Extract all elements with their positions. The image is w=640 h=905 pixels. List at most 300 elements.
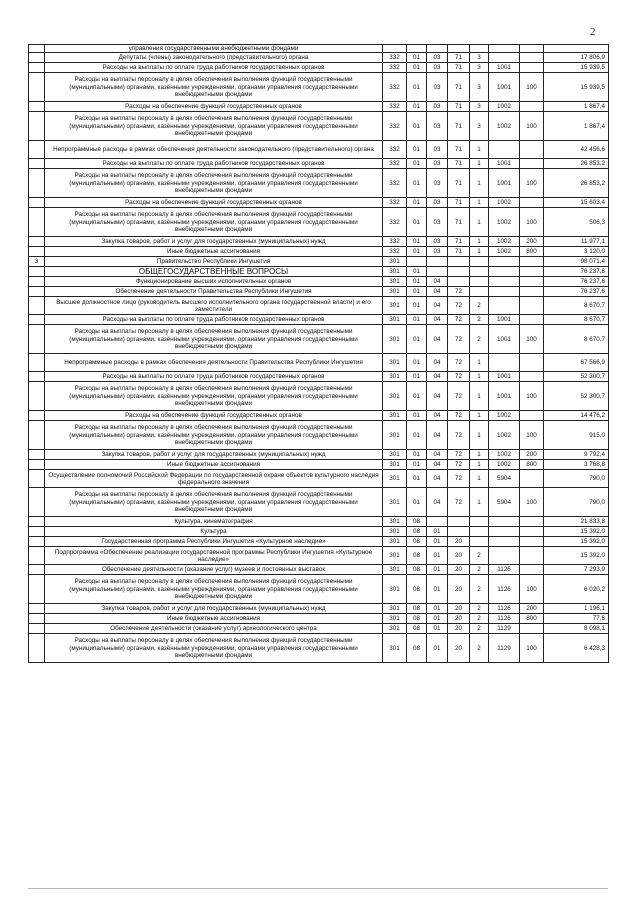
section-code: 01 [407, 354, 427, 372]
item-name: Функционирование высших исполнительных органов [45, 277, 383, 287]
amount: 6 428,3 [544, 634, 609, 663]
subsection-code: 03 [427, 198, 448, 208]
article-code [489, 257, 520, 267]
subprogram-code: 3 [470, 53, 489, 63]
amount: 15 603,4 [544, 198, 609, 208]
table-row [29, 575, 609, 604]
article-code [489, 354, 520, 372]
ministry-code: 301 [383, 372, 407, 382]
row-number [29, 63, 45, 73]
expense-type-code [520, 527, 544, 537]
subprogram-code: 2 [470, 325, 489, 354]
expense-type-code [520, 141, 544, 159]
row-number [29, 297, 45, 315]
article-code [489, 517, 520, 527]
item-name: Иные бюджетные ассигнования [45, 614, 383, 624]
subprogram-code: 1 [470, 450, 489, 460]
section-code: 08 [407, 547, 427, 565]
amount: 77,6 [544, 614, 609, 624]
table-row [29, 614, 609, 624]
item-name: Культура, кинематография [45, 517, 383, 527]
subsection-code [427, 517, 448, 527]
table-row [29, 287, 609, 297]
table-row [29, 325, 609, 354]
table-row [29, 421, 609, 450]
expense-type-code: 800 [520, 247, 544, 257]
expense-type-code [520, 159, 544, 169]
subprogram-code [470, 257, 489, 267]
section-code: 08 [407, 624, 427, 634]
subprogram-code: 1 [470, 247, 489, 257]
ministry-code: 301 [383, 460, 407, 470]
ministry-code: 301 [383, 382, 407, 411]
program-code: 72 [448, 287, 470, 297]
program-code: 71 [448, 159, 470, 169]
article-code: 1002 [489, 112, 520, 141]
subsection-code: 04 [427, 277, 448, 287]
section-code: 08 [407, 604, 427, 614]
article-code [489, 267, 520, 277]
ministry-code: 332 [383, 159, 407, 169]
article-code [489, 547, 520, 565]
program-code [448, 257, 470, 267]
row-number [29, 237, 45, 247]
ministry-code: 301 [383, 547, 407, 565]
section-code: 01 [407, 63, 427, 73]
subsection-code: 01 [427, 614, 448, 624]
expense-type-code [520, 537, 544, 547]
article-code: 1001 [489, 315, 520, 325]
item-name: Иные бюджетные ассигнования [45, 460, 383, 470]
program-code: 71 [448, 141, 470, 159]
subsection-code: 03 [427, 63, 448, 73]
expense-type-code [520, 277, 544, 287]
article-code: 1002 [489, 198, 520, 208]
subsection-code: 03 [427, 159, 448, 169]
amount: 1 196,1 [544, 604, 609, 614]
section-code: 01 [407, 73, 427, 102]
section-code: 01 [407, 297, 427, 315]
article-code: 1001 [489, 382, 520, 411]
budget-table [28, 44, 609, 663]
article-code: 5904 [489, 470, 520, 488]
expense-type-code: 100 [520, 488, 544, 517]
section-code: 01 [407, 325, 427, 354]
item-name: Депутаты (члены) законодательного (представительного) органа [45, 53, 383, 63]
expense-type-code [520, 470, 544, 488]
subprogram-code: 1 [470, 141, 489, 159]
row-number [29, 411, 45, 421]
ministry-code: 301 [383, 257, 407, 267]
section-code: 08 [407, 575, 427, 604]
subprogram-code: 1 [470, 237, 489, 247]
row-number [29, 634, 45, 663]
section-code: 01 [407, 141, 427, 159]
table-row [29, 267, 609, 277]
row-number [29, 537, 45, 547]
row-number [29, 372, 45, 382]
article-code: 1001 [489, 159, 520, 169]
row-number [29, 382, 45, 411]
section-code: 08 [407, 537, 427, 547]
article-code: 1001 [489, 63, 520, 73]
amount: 1 867,4 [544, 102, 609, 112]
expense-type-code: 100 [520, 73, 544, 102]
item-name: Подпрограмма «Обеспечение реализации государственной программы Республики Ингушетия «Культурное наследие» [45, 547, 383, 565]
row-number [29, 287, 45, 297]
ministry-code: 301 [383, 421, 407, 450]
program-code: 71 [448, 237, 470, 247]
table-row [29, 112, 609, 141]
row-number [29, 470, 45, 488]
amount: 9 792,4 [544, 450, 609, 460]
item-name: Государственная программа Республики Ингушетия «Культурное наследие» [45, 537, 383, 547]
subprogram-code: 1 [470, 208, 489, 237]
program-code: 72 [448, 297, 470, 315]
amount: 15 392,0 [544, 547, 609, 565]
amount: 26 853,2 [544, 169, 609, 198]
ministry-code: 301 [383, 354, 407, 372]
row-number [29, 575, 45, 604]
item-name: Расходы на выплаты по оплате труда работников государственных органов [45, 159, 383, 169]
program-code: 71 [448, 169, 470, 198]
amount [544, 45, 609, 53]
row-number [29, 315, 45, 325]
ministry-code: 301 [383, 488, 407, 517]
section-code: 01 [407, 421, 427, 450]
article-code [489, 45, 520, 53]
table-row [29, 141, 609, 159]
subprogram-code: 3 [470, 63, 489, 73]
section-code: 01 [407, 372, 427, 382]
amount: 15 392,0 [544, 537, 609, 547]
subsection-code: 04 [427, 488, 448, 517]
table-row [29, 634, 609, 663]
program-code: 20 [448, 575, 470, 604]
row-number [29, 277, 45, 287]
subsection-code: 04 [427, 470, 448, 488]
section-code: 01 [407, 450, 427, 460]
item-name: Обеспечение деятельности (оказание услуг) музеев и постоянных выставок [45, 565, 383, 575]
table-row [29, 460, 609, 470]
item-name: Обеспечение деятельности (оказание услуг) археологического центра [45, 624, 383, 634]
ministry-code: 332 [383, 237, 407, 247]
program-code: 71 [448, 73, 470, 102]
expense-type-code: 200 [520, 237, 544, 247]
section-code: 01 [407, 53, 427, 63]
table-row [29, 537, 609, 547]
table-row [29, 470, 609, 488]
program-code: 72 [448, 421, 470, 450]
section-code: 08 [407, 634, 427, 663]
amount: 52 300,7 [544, 382, 609, 411]
subprogram-code: 2 [470, 624, 489, 634]
ministry-code: 301 [383, 277, 407, 287]
program-code: 72 [448, 460, 470, 470]
expense-type-code: 100 [520, 634, 544, 663]
expense-type-code: 100 [520, 169, 544, 198]
row-number [29, 247, 45, 257]
expense-type-code [520, 624, 544, 634]
section-code: 01 [407, 208, 427, 237]
ministry-code [383, 45, 407, 53]
section-code [407, 45, 427, 53]
item-name: Расходы на выплаты персоналу в целях обеспечения выполнения функций государственными (муниципальными) органами, казёнными учреждениями, органами управления государственными внебюджетными фондами [45, 169, 383, 198]
article-code [489, 277, 520, 287]
item-name: Иные бюджетные ассигнования [45, 247, 383, 257]
subprogram-code: 1 [470, 372, 489, 382]
section-code: 08 [407, 565, 427, 575]
article-code: 1002 [489, 411, 520, 421]
table-row [29, 277, 609, 287]
amount: 67 566,9 [544, 354, 609, 372]
program-code: 72 [448, 372, 470, 382]
table-row [29, 63, 609, 73]
row-number [29, 325, 45, 354]
amount: 8 670,7 [544, 297, 609, 315]
section-code: 01 [407, 102, 427, 112]
program-code: 72 [448, 411, 470, 421]
table-row [29, 604, 609, 614]
program-code: 71 [448, 247, 470, 257]
subprogram-code: 3 [470, 102, 489, 112]
article-code: 1002 [489, 450, 520, 460]
item-name: Осуществление полномочий Российской Федерации по государственной охране объектов культурного наследия федерального значения [45, 470, 383, 488]
row-number [29, 159, 45, 169]
program-code: 71 [448, 198, 470, 208]
subprogram-code: 1 [470, 421, 489, 450]
ministry-code: 301 [383, 624, 407, 634]
subsection-code: 03 [427, 237, 448, 247]
item-name: Расходы на выплаты персоналу в целях обеспечения выполнения функций государственными (муниципальными) органами, казёнными учреждениями, органами управления государственными внебюджетными фондами [45, 382, 383, 411]
program-code: 72 [448, 354, 470, 372]
row-number [29, 45, 45, 53]
program-code: 20 [448, 624, 470, 634]
item-name: Правительство Республики Ингушетия [45, 257, 383, 267]
section-code: 08 [407, 527, 427, 537]
amount: 17 806,9 [544, 53, 609, 63]
expense-type-code: 100 [520, 575, 544, 604]
article-code: 1001 [489, 73, 520, 102]
subsection-code: 03 [427, 169, 448, 198]
table-row [29, 247, 609, 257]
subsection-code: 03 [427, 247, 448, 257]
amount: 790,0 [544, 488, 609, 517]
expense-type-code: 100 [520, 112, 544, 141]
subprogram-code [470, 277, 489, 287]
row-number [29, 565, 45, 575]
page-number: 2 [590, 26, 596, 38]
program-code: 20 [448, 537, 470, 547]
section-code: 01 [407, 237, 427, 247]
program-code: 71 [448, 102, 470, 112]
program-code: 72 [448, 315, 470, 325]
table-row [29, 488, 609, 517]
subsection-code: 04 [427, 460, 448, 470]
item-name: Закупка товаров, работ и услуг для государственных (муниципальных) нужд [45, 604, 383, 614]
ministry-code: 301 [383, 325, 407, 354]
expense-type-code [520, 45, 544, 53]
section-code: 08 [407, 614, 427, 624]
item-name: ОБЩЕГОСУДАРСТВЕННЫЕ ВОПРОСЫ [45, 267, 383, 277]
row-number [29, 547, 45, 565]
program-code: 20 [448, 634, 470, 663]
item-name: Расходы на выплаты персоналу в целях обеспечения выполнения функций государственными (муниципальными) органами, казёнными учреждениями, органами управления государственными внебюджетными фондами [45, 634, 383, 663]
subprogram-code [470, 267, 489, 277]
row-number [29, 53, 45, 63]
ministry-code: 301 [383, 565, 407, 575]
subprogram-code: 1 [470, 488, 489, 517]
item-name: Культура [45, 527, 383, 537]
table-row [29, 354, 609, 372]
program-code: 72 [448, 470, 470, 488]
row-number [29, 198, 45, 208]
subprogram-code [470, 45, 489, 53]
item-name: Расходы на выплаты персоналу в целях обеспечения выполнения функций государственными (муниципальными) органами, казёнными учреждениями, органами управления государственными внебюджетными фондами [45, 208, 383, 237]
expense-type-code [520, 267, 544, 277]
expense-type-code [520, 102, 544, 112]
amount: 8 670,7 [544, 315, 609, 325]
program-code: 71 [448, 208, 470, 237]
amount: 15 939,5 [544, 63, 609, 73]
article-code [489, 287, 520, 297]
subsection-code: 01 [427, 527, 448, 537]
table-row [29, 372, 609, 382]
expense-type-code [520, 565, 544, 575]
amount: 8 098,1 [544, 624, 609, 634]
subsection-code: 01 [427, 547, 448, 565]
item-name: Расходы на выплаты персоналу в целях обеспечения выполнения функций государственными (муниципальными) органами, казёнными учреждениями, органами управления государственными внебюджетными фондами [45, 73, 383, 102]
subprogram-code: 2 [470, 315, 489, 325]
subprogram-code: 1 [470, 411, 489, 421]
subprogram-code: 2 [470, 604, 489, 614]
row-number [29, 624, 45, 634]
row-number [29, 267, 45, 277]
article-code [489, 53, 520, 63]
expense-type-code [520, 372, 544, 382]
amount: 11 977,1 [544, 237, 609, 247]
subprogram-code: 1 [470, 198, 489, 208]
ministry-code: 332 [383, 53, 407, 63]
amount: 42 456,6 [544, 141, 609, 159]
program-code [448, 527, 470, 537]
row-number [29, 421, 45, 450]
table-row [29, 565, 609, 575]
amount: 1 867,4 [544, 112, 609, 141]
subsection-code: 04 [427, 297, 448, 315]
ministry-code: 301 [383, 604, 407, 614]
amount: 21 833,8 [544, 517, 609, 527]
subsection-code: 04 [427, 372, 448, 382]
subprogram-code: 3 [470, 112, 489, 141]
item-name: Расходы на обеспечение функций государственных органов [45, 411, 383, 421]
amount: 76 237,6 [544, 277, 609, 287]
expense-type-code: 200 [520, 604, 544, 614]
ministry-code: 301 [383, 537, 407, 547]
row-number [29, 614, 45, 624]
ministry-code: 301 [383, 411, 407, 421]
item-name: Непрограммные расходы в рамках обеспечения деятельности Правительства Республики Ингушетия [45, 354, 383, 372]
program-code: 72 [448, 450, 470, 460]
subsection-code: 04 [427, 411, 448, 421]
article-code [489, 297, 520, 315]
subprogram-code: 2 [470, 614, 489, 624]
article-code: 1126 [489, 604, 520, 614]
expense-type-code: 100 [520, 421, 544, 450]
ministry-code: 301 [383, 315, 407, 325]
program-code [448, 45, 470, 53]
amount: 15 939,5 [544, 73, 609, 102]
table-row [29, 169, 609, 198]
item-name: Расходы на обеспечение функций государственных органов [45, 198, 383, 208]
expense-type-code [520, 53, 544, 63]
amount: 14 476,2 [544, 411, 609, 421]
expense-type-code: 100 [520, 325, 544, 354]
article-code: 1002 [489, 208, 520, 237]
item-name: Расходы на выплаты по оплате труда работников государственных органов [45, 63, 383, 73]
footer-rule [28, 888, 608, 889]
subprogram-code: 1 [470, 354, 489, 372]
subprogram-code: 1 [470, 169, 489, 198]
amount: 7 293,9 [544, 565, 609, 575]
subsection-code: 03 [427, 53, 448, 63]
row-number [29, 488, 45, 517]
ministry-code: 301 [383, 287, 407, 297]
expense-type-code [520, 315, 544, 325]
article-code [489, 527, 520, 537]
row-number [29, 112, 45, 141]
section-code [407, 257, 427, 267]
ministry-code: 332 [383, 73, 407, 102]
row-number [29, 517, 45, 527]
expense-type-code [520, 517, 544, 527]
article-code: 1126 [489, 575, 520, 604]
subsection-code: 01 [427, 575, 448, 604]
item-name: Расходы на выплаты персоналу в целях обеспечения выполнения функций государственными (муниципальными) органами, казёнными учреждениями, органами управления государственными внебюджетными фондами [45, 112, 383, 141]
amount: 76 237,6 [544, 287, 609, 297]
ministry-code: 301 [383, 297, 407, 315]
subsection-code: 01 [427, 604, 448, 614]
amount: 790,0 [544, 470, 609, 488]
section-code: 01 [407, 470, 427, 488]
subsection-code: 04 [427, 325, 448, 354]
table-row [29, 208, 609, 237]
program-code: 71 [448, 53, 470, 63]
table-row [29, 382, 609, 411]
subprogram-code: 2 [470, 575, 489, 604]
subsection-code [427, 267, 448, 277]
table-row [29, 624, 609, 634]
table-row [29, 297, 609, 315]
program-code: 71 [448, 63, 470, 73]
subprogram-code [470, 287, 489, 297]
expense-type-code [520, 354, 544, 372]
ministry-code: 301 [383, 527, 407, 537]
subsection-code: 03 [427, 73, 448, 102]
program-code: 71 [448, 112, 470, 141]
program-code: 20 [448, 614, 470, 624]
item-name: Обеспечение деятельности Правительства Республики Ингушетия [45, 287, 383, 297]
item-name: управления государственными внебюджетными фондами [45, 45, 383, 53]
table-row [29, 547, 609, 565]
item-name: Расходы на выплаты по оплате труда работников государственных органов [45, 372, 383, 382]
item-name: Расходы на выплаты персоналу в целях обеспечения выполнения функций государственными (муниципальными) органами, казёнными учреждениями, органами управления государственными внебюджетными фондами [45, 575, 383, 604]
table-row [29, 159, 609, 169]
article-code: 1129 [489, 634, 520, 663]
program-code: 72 [448, 325, 470, 354]
table-row [29, 73, 609, 102]
expense-type-code: 200 [520, 450, 544, 460]
